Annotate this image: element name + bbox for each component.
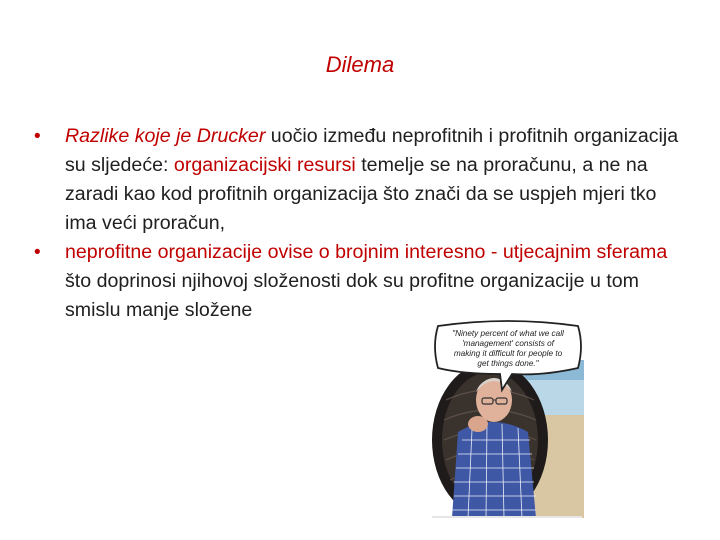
bullet-item-1 <box>34 122 684 238</box>
bullet-dot-icon: • <box>34 242 41 263</box>
bullet-item-2 <box>34 238 684 325</box>
svg-text:"Ninety percent of what we cal: "Ninety percent of what we call <box>452 329 564 338</box>
slide-title: Dilema <box>325 52 395 77</box>
bullet-dot-icon: • <box>34 126 41 147</box>
bullet-list <box>34 122 684 325</box>
photo-baseline <box>432 516 582 518</box>
bullet-2-text: što doprinosi njihovoj složenosti dok su profitne organizacije u tom smislu manje složene <box>65 270 639 321</box>
bullet-1-text-b: temelje se na proračunu, a ne na zaradi kao kod profitnih organizacija što znači da se uspjeh mjeri tko ima veći proračun, <box>65 154 657 234</box>
svg-text:'management' consists of: 'management' consists of <box>462 339 554 348</box>
svg-text:making it difficult for people: making it difficult for people to <box>453 349 563 358</box>
drucker-photo-with-quote <box>432 320 584 518</box>
highlight-nonprofit-dependency: neprofitne organizacije ovise o brojnim interesno - utjecajnim sferama <box>65 241 668 263</box>
drucker-reference: Razlike koje je Drucker <box>65 125 266 147</box>
highlight-organizational-resources: organizacijski resursi <box>173 154 356 176</box>
svg-text:get things done.": get things done." <box>477 359 539 368</box>
bullet-1-text-a: uočio između neprofitnih i profitnih organizacija su sljedeće: <box>65 125 679 176</box>
